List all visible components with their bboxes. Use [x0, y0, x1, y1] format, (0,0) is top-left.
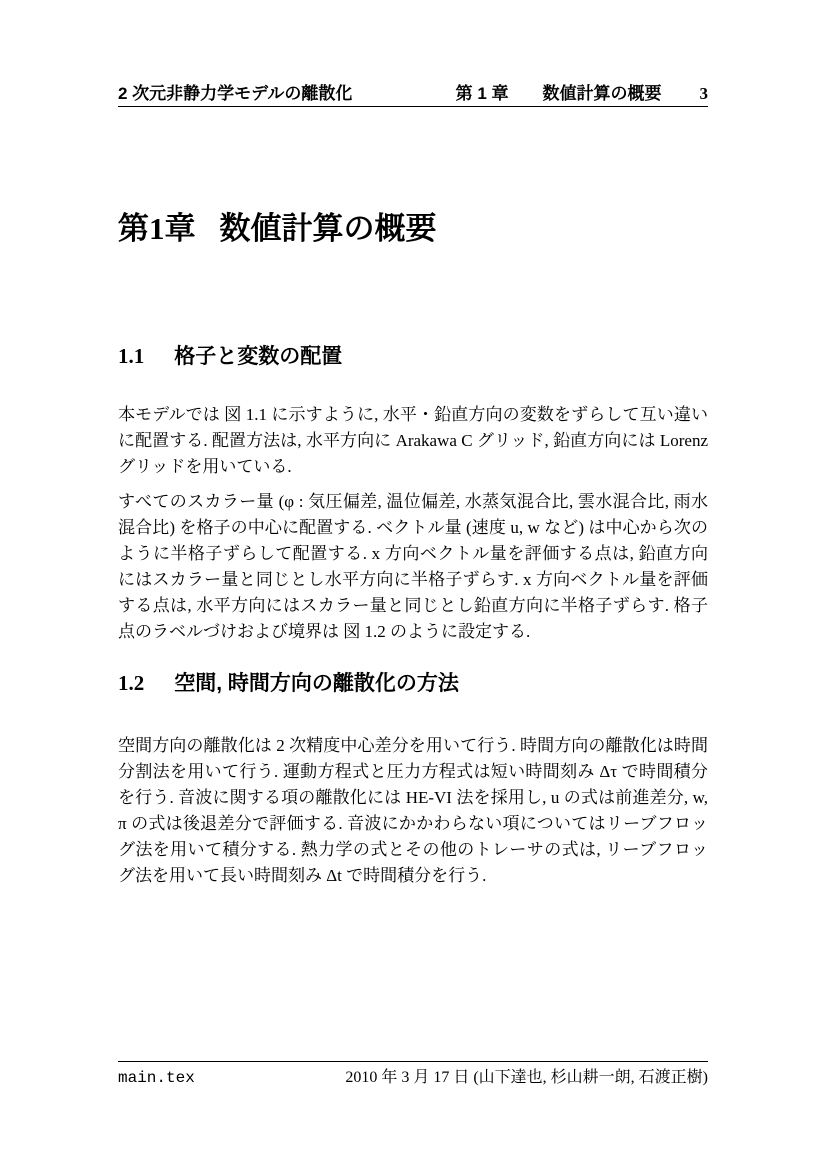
footer-date-authors: 2010 年 3 月 17 日 (山下達也, 杉山耕一朗, 石渡正樹) — [345, 1069, 708, 1086]
paragraph: 空間方向の離散化は 2 次精度中心差分を用いて行う. 時間方向の離散化は時間分割法を用いて行う. 運動方程式と圧力方程式は短い時間刻み Δτ で時間積分を行う. 音波に関する項の離散化には HE-VI 法を採用し, u の式は前進差分, w, π の式は後退差分で評価する. 音波にかかわらない項についてはリーブフロッグ法を用いて積分する. 熱力学の式とその他のトレーサの式は, リーブフロッグ法を用いて長い時間刻み Δt で時間積分を行う. — [118, 736, 708, 885]
section-heading-1-2 — [118, 671, 708, 696]
section-number: 1.2 — [118, 671, 145, 695]
paragraph: すべてのスカラー量 (φ : 気圧偏差, 温位偏差, 水蒸気混合比, 雲水混合比, 雨水混合比) を格子の中心に配置する. ベクトル量 (速度 u, w など) は中心から次のように半格子ずらして配置する. x 方向ベクトル量を評価する点は, 鉛直方向にはスカラー量と同じとし水平方向に半格子ずらす. x 方向ベクトル量を評価する点は, 水平方向にはスカラー量と同じとし鉛直方向に半格子ずらす. 格子点のラベルづけおよび境界は 図 1.2 のように設定する. — [118, 492, 708, 641]
running-header — [118, 84, 708, 104]
running-header-document-title: 2 次元非静力学モデルの離散化 — [118, 84, 353, 103]
running-footer — [118, 1068, 708, 1089]
section-title: 空間, 時間方向の離散化の方法 — [174, 672, 459, 695]
running-header-chapter-title: 第 1 章 数値計算の概要 — [455, 84, 662, 103]
section-heading-1-1 — [118, 344, 708, 369]
footer-rule — [118, 1061, 708, 1062]
chapter-heading — [118, 210, 708, 247]
footer-filename: main.tex — [118, 1069, 195, 1087]
page-number: 3 — [699, 84, 708, 103]
chapter-title: 数値計算の概要 — [219, 211, 437, 246]
section-title: 格子と変数の配置 — [174, 345, 343, 368]
running-header-right — [456, 84, 708, 104]
chapter-number: 第1章 — [118, 211, 196, 246]
header-rule — [118, 106, 708, 107]
paragraph: 本モデルでは 図 1.1 に示すように, 水平・鉛直方向の変数をずらして互い違いに配置する. 配置方法は, 水平方向に Arakawa C グリッド, 鉛直方向には Lorenz グリッドを用いている. — [118, 405, 708, 476]
section-number: 1.1 — [118, 344, 145, 368]
